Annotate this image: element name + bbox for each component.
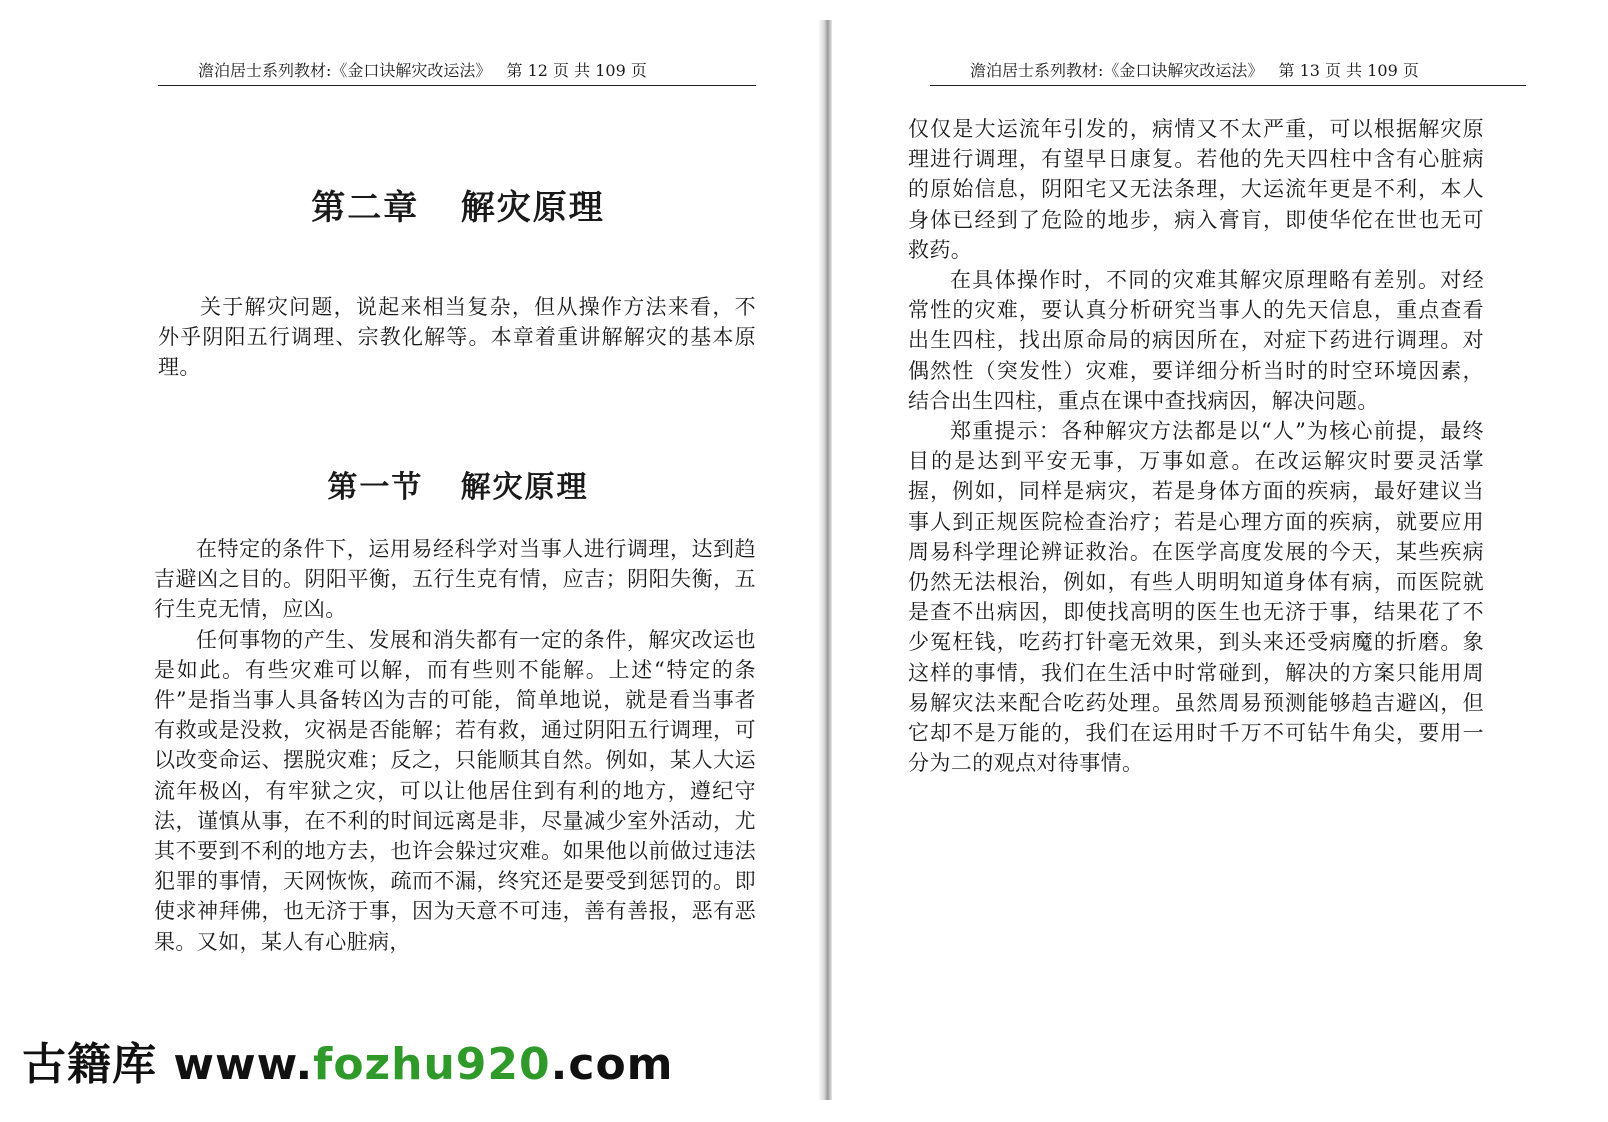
- right-body: [908, 114, 1484, 778]
- intro-block: [158, 292, 756, 383]
- section-title: 第一节 解灾原理: [327, 470, 589, 505]
- right-header-series: 澹泊居士系列教材:《金口诀解灾改运法》: [970, 61, 1264, 80]
- intro-paragraph: 关于解灾问题，说起来相当复杂，但从操作方法来看，不外乎阴阳五行调理、宗教化解等。本章着重讲解解灾的基本原理。: [158, 295, 756, 380]
- chapter-title: 第二章 解灾原理: [311, 188, 605, 228]
- section-body: [154, 534, 756, 957]
- section-paragraph-1: 在特定的条件下，运用易经科学对当事人进行调理，达到趋吉避凶之目的。阴阳平衡，五行生克有情，应吉；阴阳失衡，五行生克无情，应凶。: [154, 537, 756, 622]
- right-page-header: [930, 58, 1526, 86]
- watermark-brand: fozhu920: [313, 1039, 551, 1090]
- watermark-prefix: 古籍库 www.: [22, 1039, 314, 1090]
- site-watermark: [22, 1028, 674, 1092]
- right-paragraph-2: 郑重提示：各种解灾方法都是以“人”为核心前提，最终目的是达到平安无事，万事如意。在改运解灾时要灵活掌握，例如，同样是病灾，若是身体方面的疾病，最好建议当事人到正规医院检查治疗；若是心理方面的疾病，就要应用周易科学理论辨证救治。在医学高度发展的今天，某些疾病仍然无法根治，例如，有些人明明知道身体有病，而医院就是查不出病因，即使找高明的医生也无济于事，结果花了不少冤枉钱，吃药打针毫无效果，到头来还受病魔的折磨。象这样的事情，我们在生活中时常碰到，解决的方案只能用周易解灾法来配合吃药处理。虽然周易预测能够趋吉避凶，但它却不是万能的，我们在运用时千万不可钻牛角尖，要用一分为二的观点对待事情。: [908, 419, 1484, 776]
- left-header-series: 澹泊居士系列教材:《金口诀解灾改运法》: [198, 61, 492, 80]
- right-header-page-info: 第 13 页 共 109 页: [1278, 61, 1419, 80]
- left-header-page-info: 第 12 页 共 109 页: [506, 61, 647, 80]
- right-page: [830, 0, 1608, 1122]
- left-page-header: [158, 58, 756, 86]
- watermark-suffix: .com: [550, 1039, 674, 1090]
- section-paragraph-2: 任何事物的产生、发展和消失都有一定的条件，解灾改运也是如此。有些灾难可以解，而有些则不能解。上述“特定的条件”是指当事人具备转凶为吉的可能，简单地说，就是看当事者有救或是没救，灾祸是否能解；若有救，通过阴阳五行调理，可以改变命运、摆脱灾难；反之，只能顺其自然。例如，某人大运流年极凶，有牢狱之灾，可以让他居住到有利的地方，遵纪守法，谨慎从事，在不利的时间远离是非，尽量减少室外活动，尤其不要到不利的地方去，也许会躲过灾难。如果他以前做过违法犯罪的事情，天网恢恢，疏而不漏，终究还是要受到惩罚的。即使求神拜佛，也无济于事，因为天意不可违，善有善报，恶有恶果。又如，某人有心脏病，: [154, 627, 756, 954]
- continuation-paragraph: 仅仅是大运流年引发的，病情又不太严重，可以根据解灾原理进行调理，有望早日康复。若他的先天四柱中含有心脏病的原始信息，阴阳宅又无法条理，大运流年更是不利，本人身体已经到了危险的地步，病入膏肓，即使华佗在世也无可救药。: [908, 117, 1484, 262]
- right-paragraph-1: 在具体操作时，不同的灾难其解灾原理略有差别。对经常性的灾难，要认真分析研究当事人的先天信息，重点查看出生四柱，找出原命局的病因所在，对症下药进行调理。对偶然性（突发性）灾难，要详细分析当时的时空环境因素，结合出生四柱，重点在课中查找病因，解决问题。: [908, 268, 1484, 413]
